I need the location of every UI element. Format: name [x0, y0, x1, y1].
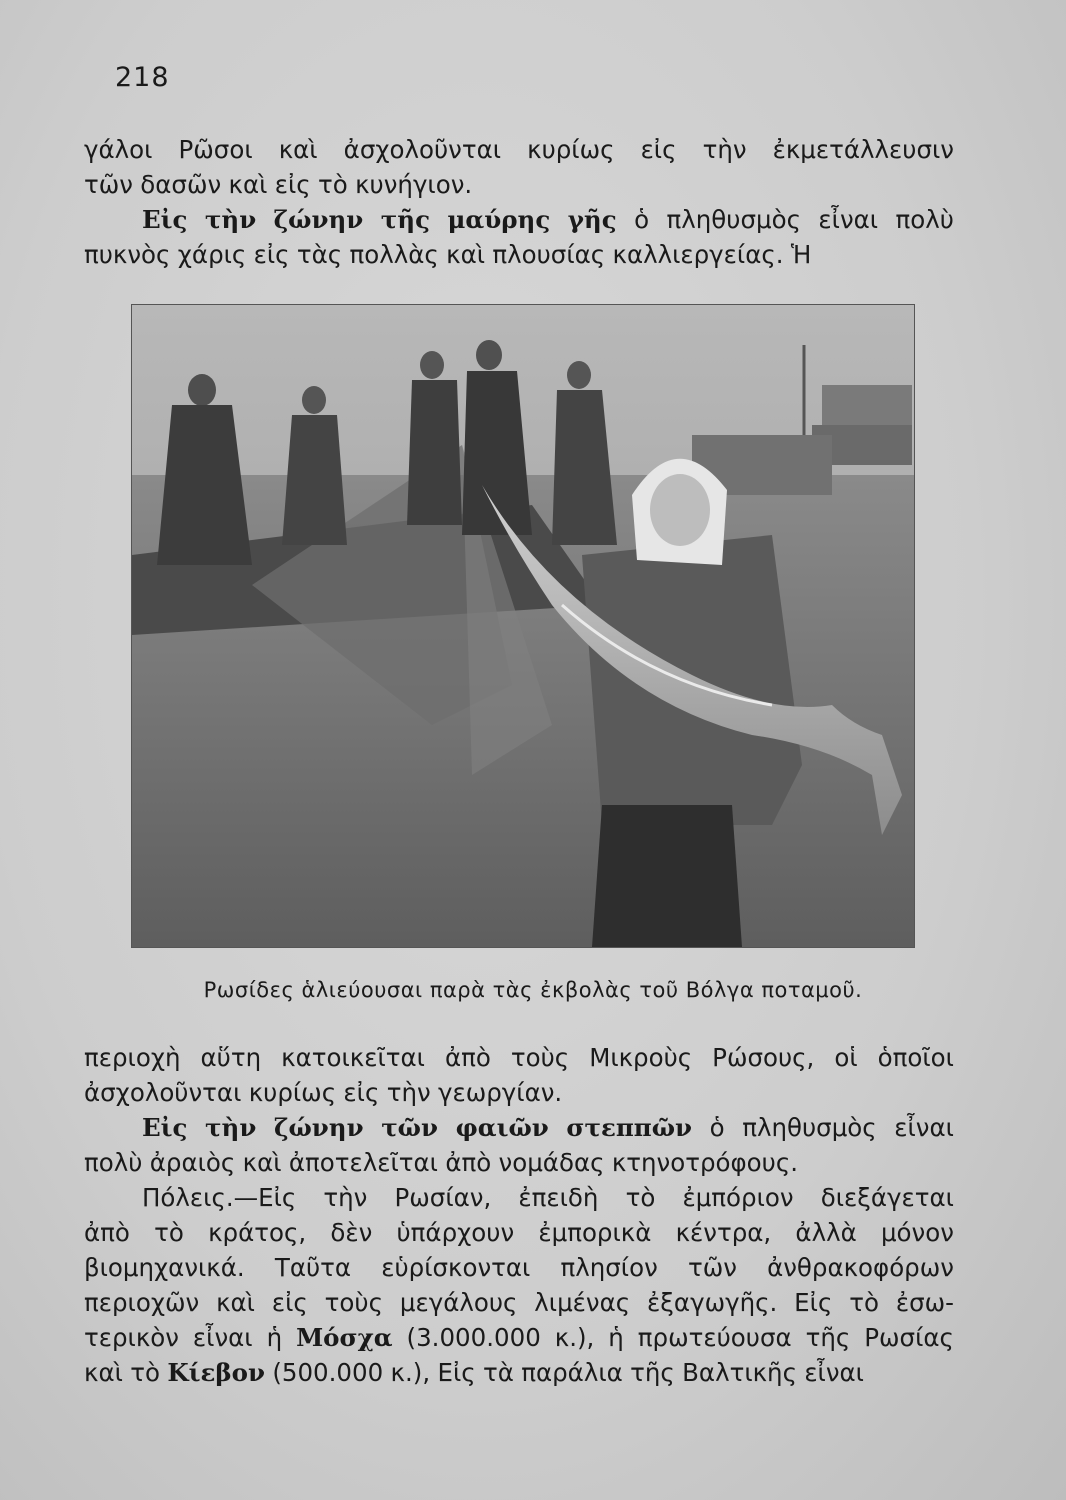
- word: ἐκμετάλλευσιν: [772, 135, 954, 164]
- word: καὶ: [446, 240, 486, 269]
- word: Βαλτικῆς: [682, 1358, 797, 1387]
- word: ἐμπόριον: [682, 1183, 794, 1212]
- text-line: [84, 132, 954, 167]
- word: ἀπὸ: [445, 1148, 492, 1177]
- word: τὸ: [318, 170, 348, 199]
- photograph-fisherwomen-volga: [131, 304, 915, 948]
- word: αὕτη: [200, 1043, 262, 1072]
- word: κράτος,: [208, 1218, 307, 1247]
- text-block-top: [84, 132, 954, 272]
- word: Ρώσους,: [712, 1043, 815, 1072]
- text-line: [84, 1355, 954, 1390]
- word: ἐξαγωγῆς.: [647, 1288, 778, 1317]
- word: γάλοι: [84, 135, 153, 164]
- word: κυνήγιον.: [355, 170, 473, 199]
- text-line: [84, 1285, 954, 1320]
- word: τὸ: [849, 1288, 879, 1317]
- word: τὸ: [154, 1218, 184, 1247]
- word: φαιῶν: [455, 1113, 549, 1142]
- word: ἐπειδὴ: [518, 1183, 599, 1212]
- word: ὑπάρχουν: [396, 1218, 515, 1247]
- word: ἐσω-: [895, 1288, 954, 1317]
- word: τῶν: [381, 1113, 438, 1142]
- text-line: [84, 237, 954, 272]
- text-line: [84, 167, 954, 202]
- word: τῶν: [84, 170, 133, 199]
- word: Κίεβον: [167, 1358, 265, 1387]
- word: στεππῶν: [566, 1113, 693, 1142]
- word: τερικὸν: [84, 1323, 179, 1352]
- word: λιμένας: [534, 1288, 631, 1317]
- word: τὴν: [323, 1183, 368, 1212]
- word: τὰ: [482, 1358, 514, 1387]
- word: τῆς: [380, 205, 430, 234]
- word: κυρίως: [527, 135, 615, 164]
- word: μόνον: [880, 1218, 954, 1247]
- word: τὰς: [296, 240, 343, 269]
- word: βιομηχανικά.: [84, 1253, 245, 1282]
- word: πυκνὸς: [84, 240, 171, 269]
- word: ἐμπορικὰ: [538, 1218, 652, 1247]
- word: δὲν: [330, 1218, 373, 1247]
- text-line: [84, 1180, 954, 1215]
- word: (3.000.000: [406, 1323, 541, 1352]
- word: εἶναι: [818, 205, 879, 234]
- text-line: [84, 1040, 954, 1075]
- text-line: [84, 1110, 954, 1145]
- word: τὸ: [625, 1183, 656, 1212]
- word: Εἰς: [142, 205, 188, 234]
- word: πλησίον: [560, 1253, 658, 1282]
- word: ὁ: [634, 205, 650, 234]
- word: ἀνθρακοφόρων: [767, 1253, 954, 1282]
- word: πλουσίας: [492, 240, 606, 269]
- word: Ταῦτα: [274, 1253, 352, 1282]
- word: εἰς: [274, 170, 311, 199]
- word: πολὺ: [84, 1148, 143, 1177]
- word: Εἰς: [794, 1288, 833, 1317]
- word: νομάδας: [498, 1148, 605, 1177]
- page-number: 218: [115, 62, 170, 93]
- word: εἶναι: [192, 1323, 253, 1352]
- word: ἀσχολοῦνται: [343, 135, 502, 164]
- text-line: [84, 1320, 954, 1355]
- word: Ρωσίαν,: [394, 1183, 492, 1212]
- word: εἰς: [343, 1078, 380, 1107]
- text-line: [84, 1215, 954, 1250]
- word: ἀραιὸς: [149, 1148, 236, 1177]
- word: πρωτεύουσα: [637, 1323, 792, 1352]
- word: πληθυσμὸς: [666, 205, 801, 234]
- word: εἶναι: [894, 1113, 954, 1142]
- word: εἰς: [271, 1288, 308, 1317]
- word: μαύρης: [447, 205, 551, 234]
- word: τοὺς: [510, 1043, 570, 1072]
- word: ἡ: [608, 1323, 624, 1352]
- word: παράλια: [521, 1358, 623, 1387]
- word: ὁ: [709, 1113, 725, 1142]
- text-line: [84, 1075, 954, 1110]
- word: Μόσχα: [296, 1323, 393, 1352]
- word: ἀπὸ: [444, 1043, 491, 1072]
- text-line: [84, 202, 954, 237]
- word: πολὺ: [895, 205, 954, 234]
- word: τὸ: [130, 1358, 160, 1387]
- word: Ἡ: [790, 240, 812, 269]
- word: κ.),: [554, 1323, 595, 1352]
- word: διεξάγεται: [820, 1183, 954, 1212]
- word: γεωργίαν.: [438, 1078, 563, 1107]
- word: Ρῶσοι: [178, 135, 253, 164]
- photo-illustration: [132, 305, 914, 947]
- word: τοὺς: [324, 1288, 383, 1317]
- word: Εἰς: [437, 1358, 476, 1387]
- text-block-bottom: [84, 1040, 954, 1390]
- word: τὴν: [702, 135, 747, 164]
- word: εὑρίσκονται: [381, 1253, 531, 1282]
- word: κέντρα,: [675, 1218, 772, 1247]
- word: καὶ: [242, 1148, 282, 1177]
- word: Πόλεις.—Εἰς: [142, 1183, 297, 1212]
- word: τῶν: [687, 1253, 737, 1282]
- word: κατοικεῖται: [281, 1043, 425, 1072]
- word: ἀσχολοῦνται: [84, 1078, 242, 1107]
- word: περιοχὴ: [84, 1043, 181, 1072]
- word: πολλὰς: [349, 240, 439, 269]
- word: περιοχῶν: [84, 1288, 200, 1317]
- word: κτηνοτρόφους.: [611, 1148, 799, 1177]
- word: ζώνην: [273, 1113, 364, 1142]
- word: ἀπὸ: [84, 1218, 130, 1247]
- word: Μικροὺς: [589, 1043, 693, 1072]
- text-line: [84, 1145, 954, 1180]
- text-line: [84, 1250, 954, 1285]
- word: ζώνην: [273, 205, 364, 234]
- word: ἀλλὰ: [795, 1218, 857, 1247]
- word: ἀποτελεῖται: [288, 1148, 438, 1177]
- word: γῆς: [567, 205, 617, 234]
- word: καὶ: [278, 135, 318, 164]
- word: ὁποῖοι: [877, 1043, 954, 1072]
- word: τὴν: [205, 1113, 257, 1142]
- word: τῆς: [805, 1323, 851, 1352]
- word: τὴν: [204, 205, 257, 234]
- word: εἶναι: [804, 1358, 864, 1387]
- figure-caption: Ρωσίδες ἁλιεύουσαι παρὰ τὰς ἐκβολὰς τοῦ Βόλγα ποταμοῦ.: [203, 978, 863, 1002]
- word: Εἰς: [142, 1113, 188, 1142]
- word: πληθυσμὸς: [742, 1113, 877, 1142]
- word: καλλιεργείας.: [612, 240, 784, 269]
- word: κυρίως: [248, 1078, 337, 1107]
- word: δασῶν: [140, 170, 222, 199]
- word: εἰς: [640, 135, 677, 164]
- word: κ.),: [390, 1358, 431, 1387]
- word: Ρωσίας: [864, 1323, 954, 1352]
- word: καὶ: [228, 170, 268, 199]
- word: οἱ: [834, 1043, 858, 1072]
- word: (500.000: [272, 1358, 384, 1387]
- word: καὶ: [84, 1358, 123, 1387]
- word: τῆς: [630, 1358, 675, 1387]
- word: εἰς: [253, 240, 290, 269]
- word: χάρις: [177, 240, 247, 269]
- word: τὴν: [386, 1078, 431, 1107]
- word: μεγάλους: [399, 1288, 518, 1317]
- word: ἡ: [266, 1323, 283, 1352]
- word: καὶ: [216, 1288, 255, 1317]
